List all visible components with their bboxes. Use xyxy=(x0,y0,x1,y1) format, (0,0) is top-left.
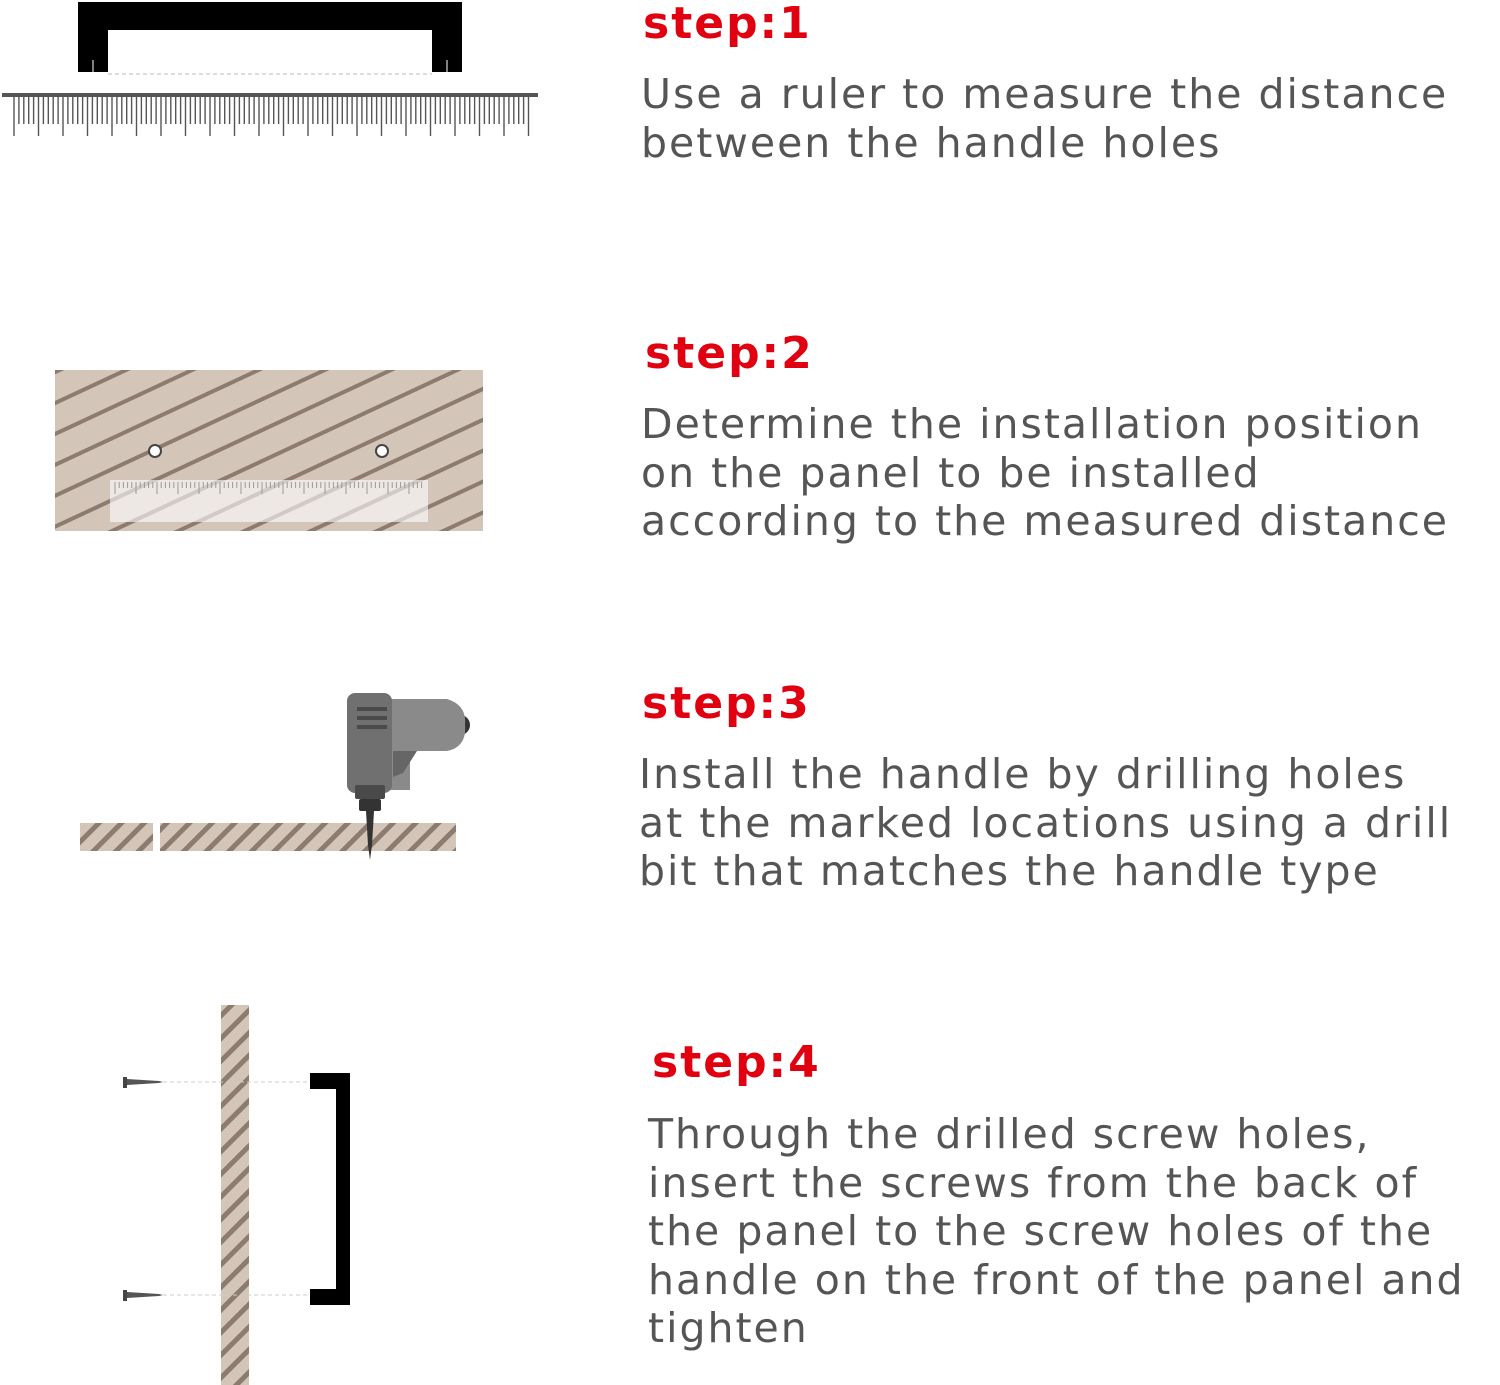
wood-panel xyxy=(160,823,456,851)
step4-line: the panel to the screw holes of the xyxy=(648,1207,1434,1255)
step2-line: on the panel to be installed xyxy=(641,448,1261,497)
step2-description xyxy=(641,400,1449,546)
step3-line: bit that matches the handle type xyxy=(639,847,1380,895)
step4-line: Through the drilled screw holes, xyxy=(648,1110,1371,1158)
step3-description xyxy=(639,750,1452,896)
wood-panel xyxy=(80,823,153,851)
hole-marker-icon xyxy=(149,445,161,457)
step3-line: at the marked locations using a drill xyxy=(639,798,1453,847)
step4-description xyxy=(648,1110,1465,1353)
handle-icon xyxy=(78,2,462,75)
step1-illustration xyxy=(0,0,560,150)
screw-icon xyxy=(123,1290,163,1301)
step4-title: step:4 xyxy=(652,1037,821,1088)
step4-line: tighten xyxy=(648,1304,809,1352)
step2-title: step:2 xyxy=(645,328,814,379)
hole-marker-icon xyxy=(376,445,388,457)
step3-title: step:3 xyxy=(642,678,811,729)
step4-line: handle on the front of the panel and xyxy=(648,1255,1465,1304)
step3-line: Install the handle by drilling holes xyxy=(639,750,1407,798)
step1-title: step:1 xyxy=(643,0,812,49)
ruler-icon xyxy=(2,93,538,136)
wood-panel xyxy=(221,1005,249,1385)
step1-description xyxy=(641,70,1448,167)
step4-illustration xyxy=(115,1005,365,1385)
step1-line: between the handle holes xyxy=(641,118,1222,167)
step2-illustration xyxy=(55,370,483,531)
ruler-icon xyxy=(110,480,428,522)
step2-line: Determine the installation position xyxy=(641,400,1423,448)
step3-illustration xyxy=(75,685,475,870)
screw-icon xyxy=(123,1077,163,1088)
step1-line: Use a ruler to measure the distance xyxy=(641,70,1449,118)
step2-line: according to the measured distance xyxy=(641,497,1450,545)
step4-line: insert the screws from the back of xyxy=(648,1158,1419,1207)
handle-icon xyxy=(310,1073,350,1305)
